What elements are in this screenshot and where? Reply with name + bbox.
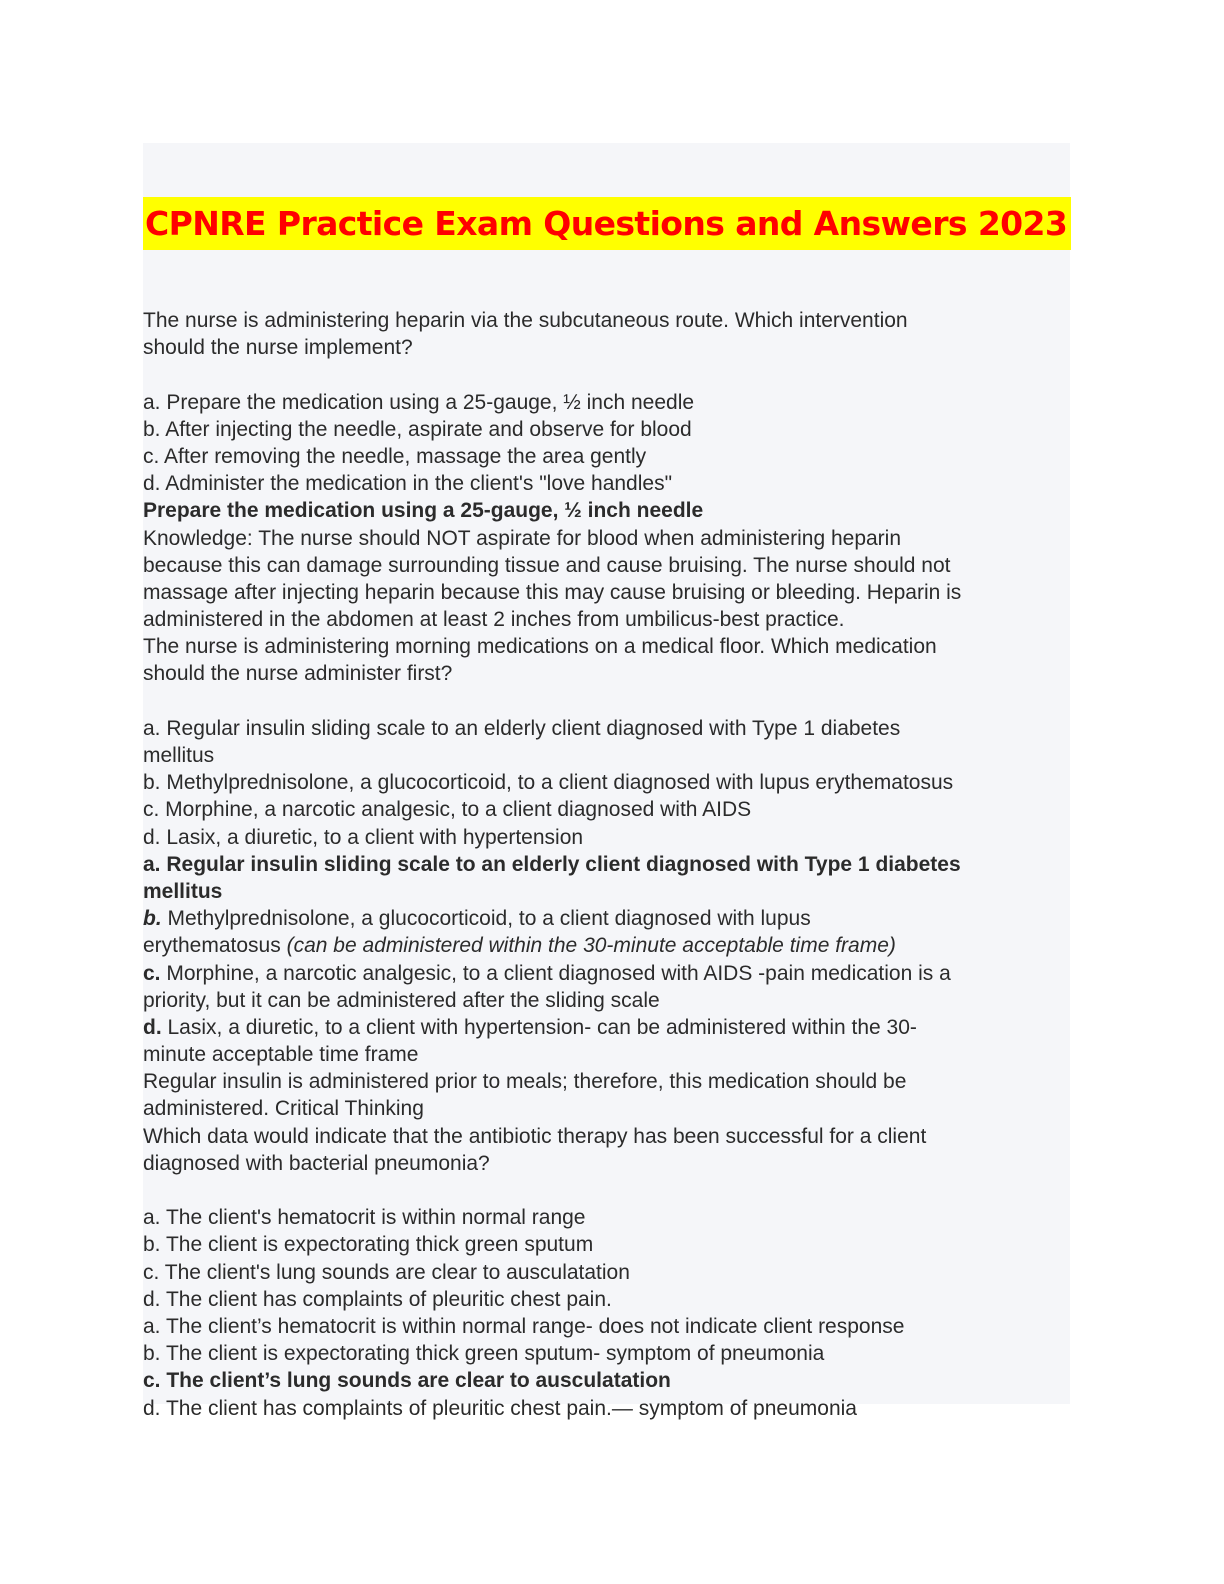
q2-explain-d-cont: minute acceptable time frame — [143, 1043, 419, 1067]
q1-answer: Prepare the medication using a 25-gauge, ½ inch needle — [143, 499, 704, 523]
q2-rationale-line: Regular insulin is administered prior to meals; therefore, this medication should be — [143, 1070, 907, 1094]
q2-option-a-cont: mellitus — [143, 744, 215, 767]
q3-option-a: a. The client's hematocrit is within normal range — [143, 1206, 586, 1230]
q2-option-b: b. Methylprednisolone, a glucocorticoid, to a client diagnosed with lupus erythematosus — [143, 771, 954, 795]
q2-explain-b-letter: b. — [143, 907, 162, 931]
q1-option-c: c. After removing the needle, massage the area gently — [143, 444, 647, 468]
q1-option-a: a. Prepare the medication using a 25-gauge, ½ inch needle — [143, 390, 695, 414]
q1-option-b: b. After injecting the needle, aspirate and observe for blood — [143, 417, 692, 441]
q3-stem-line: diagnosed with bacterial pneumonia? — [143, 1151, 490, 1175]
q1-rationale-line: Knowledge: The nurse should NOT aspirate for blood when administering heparin — [143, 526, 902, 550]
q2-explain-b — [143, 905, 1083, 932]
q2-stem-line: The nurse is administering morning medications on a medical floor. Which medication — [143, 635, 937, 659]
q2-explain-c-text: Morphine, a narcotic analgesic, to a client diagnosed with AIDS -pain medication is a — [160, 961, 951, 985]
q2-explain-d — [143, 1014, 1083, 1041]
q3-answer: c. The client’s lung sounds are clear to ausculatation — [143, 1369, 671, 1393]
q3-explain-d: d. The client has complaints of pleuritic chest pain.— symptom of pneumonia — [143, 1396, 857, 1420]
q1-rationale-line: administered in the abdomen at least 2 inches from umbilicus-best practice. — [143, 608, 845, 632]
q2-answer-cont: mellitus — [143, 879, 223, 903]
q1-option-d: d. Administer the medication in the client's "love handles" — [143, 472, 673, 496]
q2-explain-d-text: Lasix, a diuretic, to a client with hypertension- can be administered within the 30- — [161, 1015, 917, 1039]
q3-option-c: c. The client's lung sounds are clear to ausculatation — [143, 1260, 630, 1284]
q2-explain-c-letter: c. — [143, 961, 161, 985]
q1-rationale-line: because this can damage surrounding tissue and cause bruising. The nurse should not — [143, 553, 951, 577]
q2-stem-line: should the nurse administer first? — [143, 662, 453, 686]
q2-explain-c — [143, 960, 1083, 987]
page-title: CPNRE Practice Exam Questions and Answers 2023 — [143, 197, 1071, 250]
q3-option-b: b. The client is expectorating thick green sputum — [143, 1233, 594, 1257]
q2-explain-b-text: Methylprednisolone, a glucocorticoid, to a client diagnosed with lupus — [161, 907, 811, 931]
q2-explain-c-cont: priority, but it can be administered after the sliding scale — [143, 988, 660, 1012]
q3-stem-line: Which data would indicate that the antibiotic therapy has been successful for a client — [143, 1124, 927, 1148]
document-body — [143, 307, 1083, 1422]
q2-option-d: d. Lasix, a diuretic, to a client with hypertension — [143, 825, 584, 849]
q3-option-d: d. The client has complaints of pleuritic chest pain. — [143, 1287, 612, 1311]
q2-explain-b-cont — [143, 932, 1083, 959]
q1-stem-line: The nurse is administering heparin via the subcutaneous route. Which intervention — [143, 309, 908, 332]
q1-stem-line: should the nurse implement? — [143, 336, 413, 360]
q2-explain-b-text: erythematosus — [143, 934, 287, 958]
q2-rationale-line: administered. Critical Thinking — [143, 1097, 424, 1121]
q1-rationale-line: massage after injecting heparin because this may cause bruising or bleeding. Heparin is — [143, 580, 962, 604]
q2-option-c: c. Morphine, a narcotic analgesic, to a client diagnosed with AIDS — [143, 798, 752, 822]
q3-explain-b: b. The client is expectorating thick green sputum- symptom of pneumonia — [143, 1342, 825, 1366]
q2-explain-b-note: (can be administered within the 30-minute acceptable time frame) — [286, 934, 896, 958]
q2-answer: a. Regular insulin sliding scale to an elderly client diagnosed with Type 1 diabetes — [143, 852, 961, 876]
q2-option-a: a. Regular insulin sliding scale to an elderly client diagnosed with Type 1 diabetes — [143, 716, 901, 740]
q2-explain-d-letter: d. — [143, 1015, 162, 1039]
q3-explain-a: a. The client’s hematocrit is within normal range- does not indicate client response — [143, 1314, 905, 1338]
